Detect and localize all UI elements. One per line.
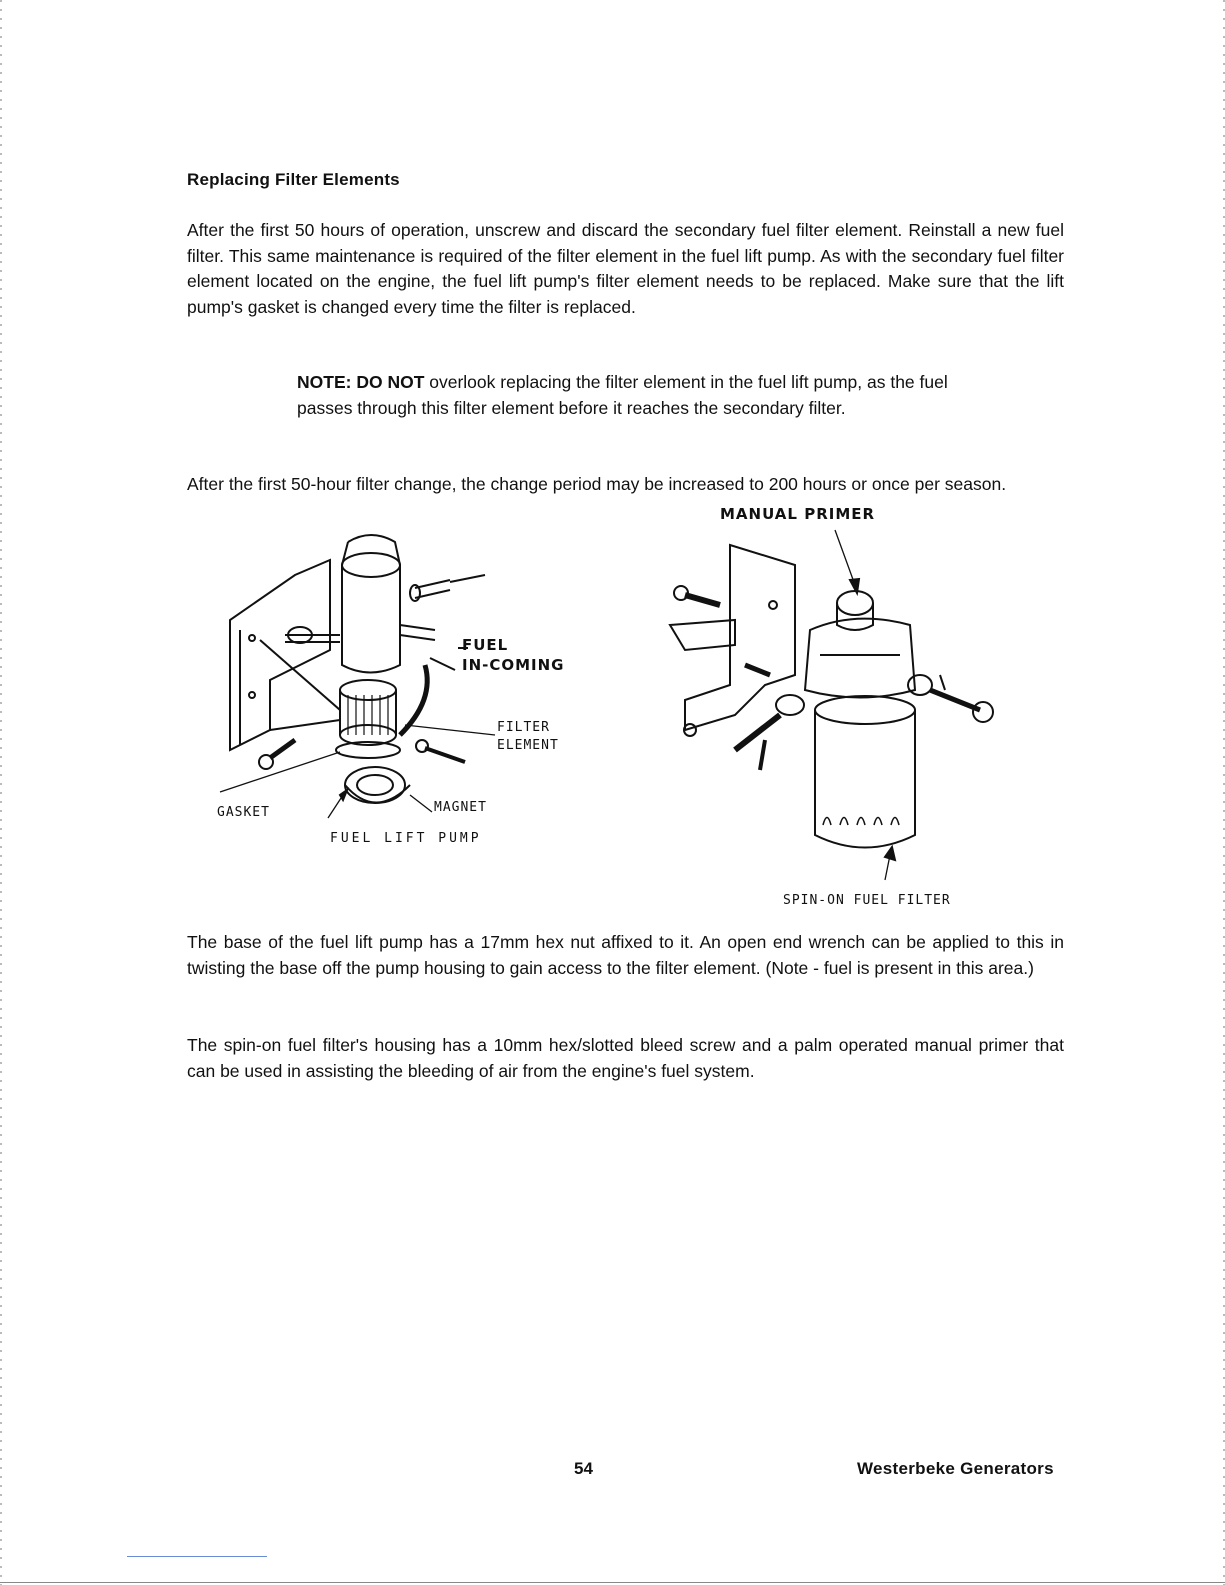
filter-bracket (685, 545, 795, 730)
bottom-link-underline (127, 1556, 267, 1557)
label-filter: FILTER (497, 720, 550, 735)
paragraph-lift-pump-base: The base of the fuel lift pump has a 17mm hex nut affixed to it. An open end wrench can be applied to this in twisting the base off the pump housing to gain access to the filter element. (Note - fuel is present in this area.) (187, 932, 1064, 978)
filter-canister (815, 710, 915, 848)
bottom-page-border (0, 1582, 1225, 1583)
pump-body (342, 565, 400, 673)
label-gasket: GASKET (217, 805, 270, 820)
mounting-bracket (230, 560, 330, 750)
footer-brand: Westerbeke Generators (857, 1459, 1054, 1478)
note-emphasis: DO NOT (356, 372, 425, 392)
label-spin-on-fuel-filter: SPIN-ON FUEL FILTER (783, 893, 951, 908)
label-in-coming: IN-COMING (462, 656, 565, 674)
section-heading: Replacing Filter Elements (187, 170, 400, 189)
page-number: 54 (574, 1459, 593, 1478)
note-block (297, 370, 962, 421)
spin-on-filter-illustration (645, 525, 1040, 895)
left-scan-edge (0, 0, 2, 1585)
paragraph-spin-on-housing: The spin-on fuel filter's housing has a 10mm hex/slotted bleed screw and a palm operated manual primer that can be used in assisting the bleeding of air from the engine's fuel system. (187, 1035, 1064, 1081)
label-element: ELEMENT (497, 738, 559, 753)
paragraph-replace-filters: After the first 50 hours of operation, unscrew and discard the secondary fuel filter element. Reinstall a new fuel filter. This same maintenance is required of the filter element in the fuel lift pump. As with the secondary fuel filter element located on the engine, the fuel lift pump's filter element needs to be replaced. Make sure that the lift pump's gasket is changed every time the filter is replaced. (187, 220, 1064, 317)
note-label: NOTE: (297, 372, 352, 392)
label-fuel: FUEL (462, 636, 509, 654)
label-manual-primer: MANUAL PRIMER (720, 505, 876, 523)
paragraph-change-period: After the first 50-hour filter change, the change period may be increased to 200 hours or once per season. (187, 474, 1007, 494)
label-fuel-lift-pump: FUEL LIFT PUMP (330, 831, 482, 846)
note-text: overlook replacing the filter element in the fuel lift pump, as the fuel passes through this filter element before it reaches the secondary filter. (297, 372, 948, 418)
label-magnet: MAGNET (434, 800, 487, 815)
